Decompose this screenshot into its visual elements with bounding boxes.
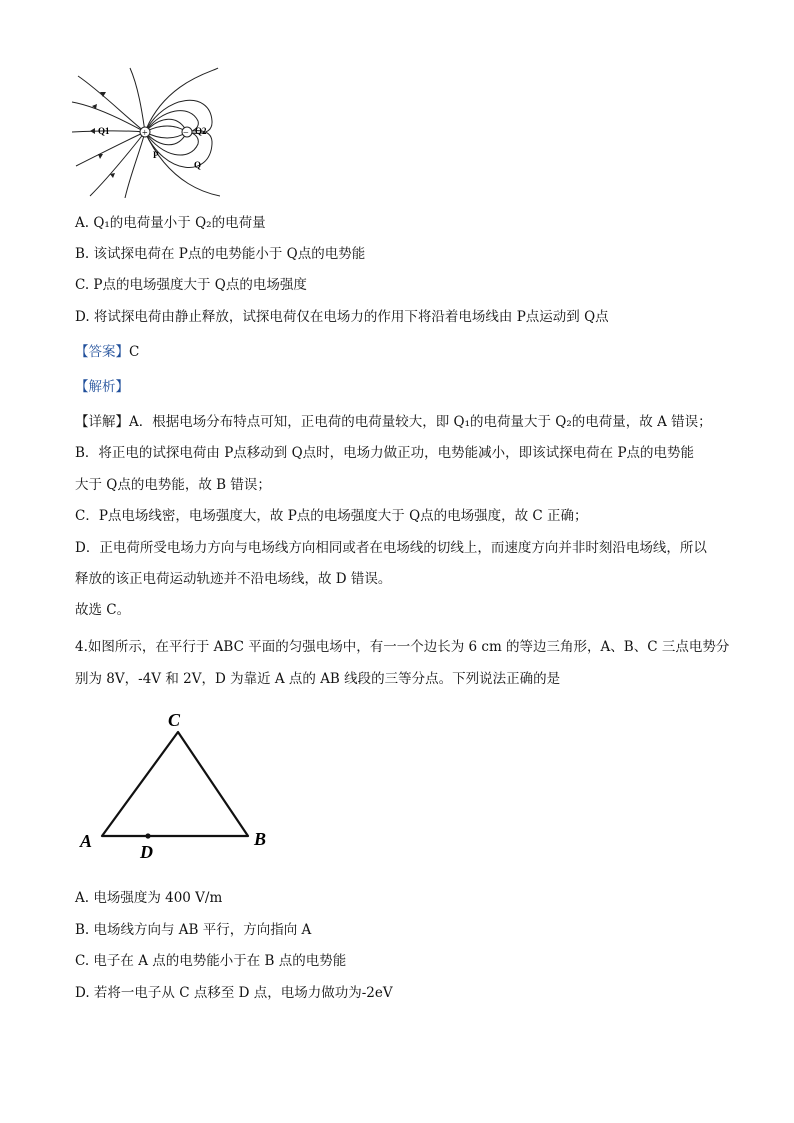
q3-option-d: D. 将试探电荷由静止释放，试探电荷仅在电场力的作用下将沿着电场线由 P点运动到 Q点 [75, 309, 609, 325]
analysis-line-6: 释放的该正电荷运动轨迹并不沿电场线，故 D 错误。 [75, 571, 392, 587]
label-b: B [254, 829, 267, 849]
label-p: P [153, 150, 159, 160]
triangle-figure [78, 706, 278, 866]
analysis-line-1 [75, 413, 712, 431]
plus-charge-symbol: + [142, 128, 148, 139]
label-a: A [80, 831, 93, 851]
analysis-line-3: 大于 Q点的电势能，故 B 错误； [75, 477, 271, 493]
answer-value: C [129, 344, 140, 360]
label-d: D [140, 842, 153, 862]
point-d [145, 833, 150, 838]
q3-option-c: C. P点的电场强度大于 Q点的电场强度 [75, 277, 307, 293]
q3-option-b: B. 该试探电荷在 P点的电势能小于 Q点的电势能 [75, 246, 366, 262]
q3-option-a: A. Q₁的电荷量小于 Q₂的电荷量 [75, 215, 266, 231]
q4-option-a: A. 电场强度为 400 V/m [75, 890, 223, 906]
label-c: C [168, 710, 181, 730]
analysis-line-2: B．将正电的试探电荷由 P点移动到 Q点时，电场力做正功，电势能减小，即该试探电荷在 P点的电势能 [75, 445, 695, 461]
q4-option-c: C. 电子在 A 点的电势能小于在 B 点的电势能 [75, 953, 347, 969]
answer-label: 【答案】 [75, 344, 129, 360]
q4-option-b: B. 电场线方向与 AB 平行，方向指向 A [75, 922, 312, 938]
label-q2: Q2 [195, 126, 207, 136]
analysis-line-4: C．P点电场线密，电场强度大，故 P点的电场强度大于 Q点的电场强度，故 C 正确； [75, 508, 588, 524]
analysis-line-5: D．正电荷所受电场力方向与电场线方向相同或者在电场线的切线上，而速度方向并非时刻沿电场线，所以 [75, 540, 707, 556]
electric-field-figure [70, 66, 220, 198]
label-q: Q [194, 160, 202, 170]
question4-line-2: 别为 8V，-4V 和 2V，D 为靠近 A 点的 AB 线段的三等分点。下列说法正确的是 [75, 671, 561, 687]
q4-option-d: D. 若将一电子从 C 点移至 D 点，电场力做功为-2eV [75, 985, 393, 1001]
detail-tag: 【详解】 [75, 414, 129, 430]
answer-line [75, 343, 139, 361]
analysis-text-1: A．根据电场分布特点可知，正电荷的电荷量较大，即 Q₁的电荷量大于 Q₂的电荷量，故 A 错误； [129, 414, 712, 430]
minus-charge-symbol: − [183, 128, 189, 139]
analysis-label: 【解析】 [75, 379, 129, 395]
label-q1: Q1 [98, 126, 110, 136]
question4-line-1: 4.如图所示，在平行于 ABC 平面的匀强电场中，有一一个边长为 6 cm 的等边三角形，A、B、C 三点电势分 [75, 639, 730, 655]
triangle-abc [102, 732, 248, 836]
analysis-line-7: 故选 C。 [75, 602, 131, 618]
